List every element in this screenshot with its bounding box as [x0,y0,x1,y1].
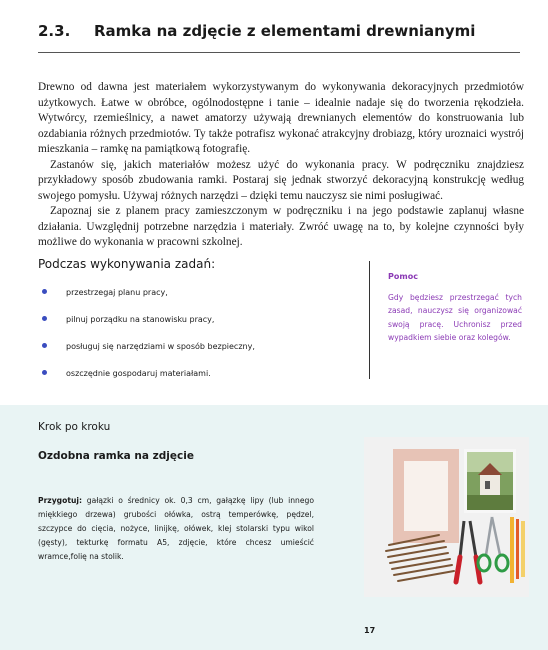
intro-text [38,80,524,251]
materials-text [38,494,314,564]
pencils-icon [510,517,525,583]
divider [369,261,370,379]
tasks-list [42,284,342,392]
photo-print [464,449,516,513]
section-number: 2.3. [38,22,71,40]
task-text: przestrzegaj planu pracy, [66,288,168,297]
list-item [42,311,342,338]
task-text: posługuj się narzędziami w sposób bezpieczny, [66,342,255,351]
page-number: 17 [364,626,376,635]
list-item [42,365,342,392]
intro-paragraph-2: Zastanów się, jakich materiałów możesz użyć do wykonania pracy. W podręczniku znajdziesz przykładowy sposób zbudowania ramki. Postaraj się jednak stworzyć dekoracyjną konstrukcję według swojego pomysłu. Używaj różnych narzędzi – dzięki temu nauczysz sie nimi posługiwać. [38,158,524,202]
list-item [42,338,342,365]
bullet-icon [42,370,47,375]
materials-photo-illustration [364,437,529,597]
help-title: Pomoc [388,272,418,281]
step-label: Krok po kroku [38,421,111,433]
materials-list: gałązki o średnicy ok. 0,3 cm, gałązkę lipy (lub innego miękkiego drzewa) grubości ołówka, ostrą temperówkę, pędzel, szczypce do cięcia, nożyce, linijkę, ołówek, klej stolarski typu wikol (gęsty), tekturkę formatu A5, zdjęcie, które chcesz umieścić wramce,folię na stolik. [38,496,314,561]
bullet-icon [42,316,47,321]
materials-label: Przygotuj: [38,496,83,505]
intro-paragraph-1: Drewno od dawna jest materiałem wykorzystywanym do wykonywania dekoracyjnych przedmiotów użytkowych. Łatwe w obróbce, ogólnodostępne i tanie – idealnie nadaje się do tworzenia rękodzieła. Wytwórcy, rzemieślnicy, a nawet amatorzy używają drewnianych elementów do konstruowania lub ozdabiania różnych przedmiotów. Ty także potrafisz wykonać atrakcyjny drobiazg, który uroznaici wystrój mieszkania – ramkę na pamiątkową fotografię. [38,81,524,155]
section-header [38,22,520,53]
help-box [388,272,522,345]
section-title: Ramka na zdjęcie z elementami drewnianymi [94,22,476,40]
intro-paragraph-3: Zapoznaj sie z planem pracy zamieszczonym w podręczniku i na jego podstawie zaplanuj własne działania. Uwzględnij potrzebne narzędzia i materiały. Zwróć uwagę na to, by kolejne czynności były możliwe do wykonania w pracowni szkolnej. [38,205,524,248]
task-text: pilnuj porządku na stanowisku pracy, [66,315,215,324]
bullet-icon [42,343,47,348]
task-text: oszczędnie gospodaruj materiałami. [66,369,211,378]
materials-photo [364,437,529,597]
list-item [42,284,342,311]
tasks-title: Podczas wykonywania zadań: [38,257,216,271]
bullet-icon [42,289,47,294]
help-text: Gdy będziesz przestrzegać tych zasad, nauczysz się organizować swoją pracę. Uchronisz przed wypadkiem siebie oraz kolegów. [388,293,522,343]
step-title: Ozdobna ramka na zdjęcie [38,450,194,462]
